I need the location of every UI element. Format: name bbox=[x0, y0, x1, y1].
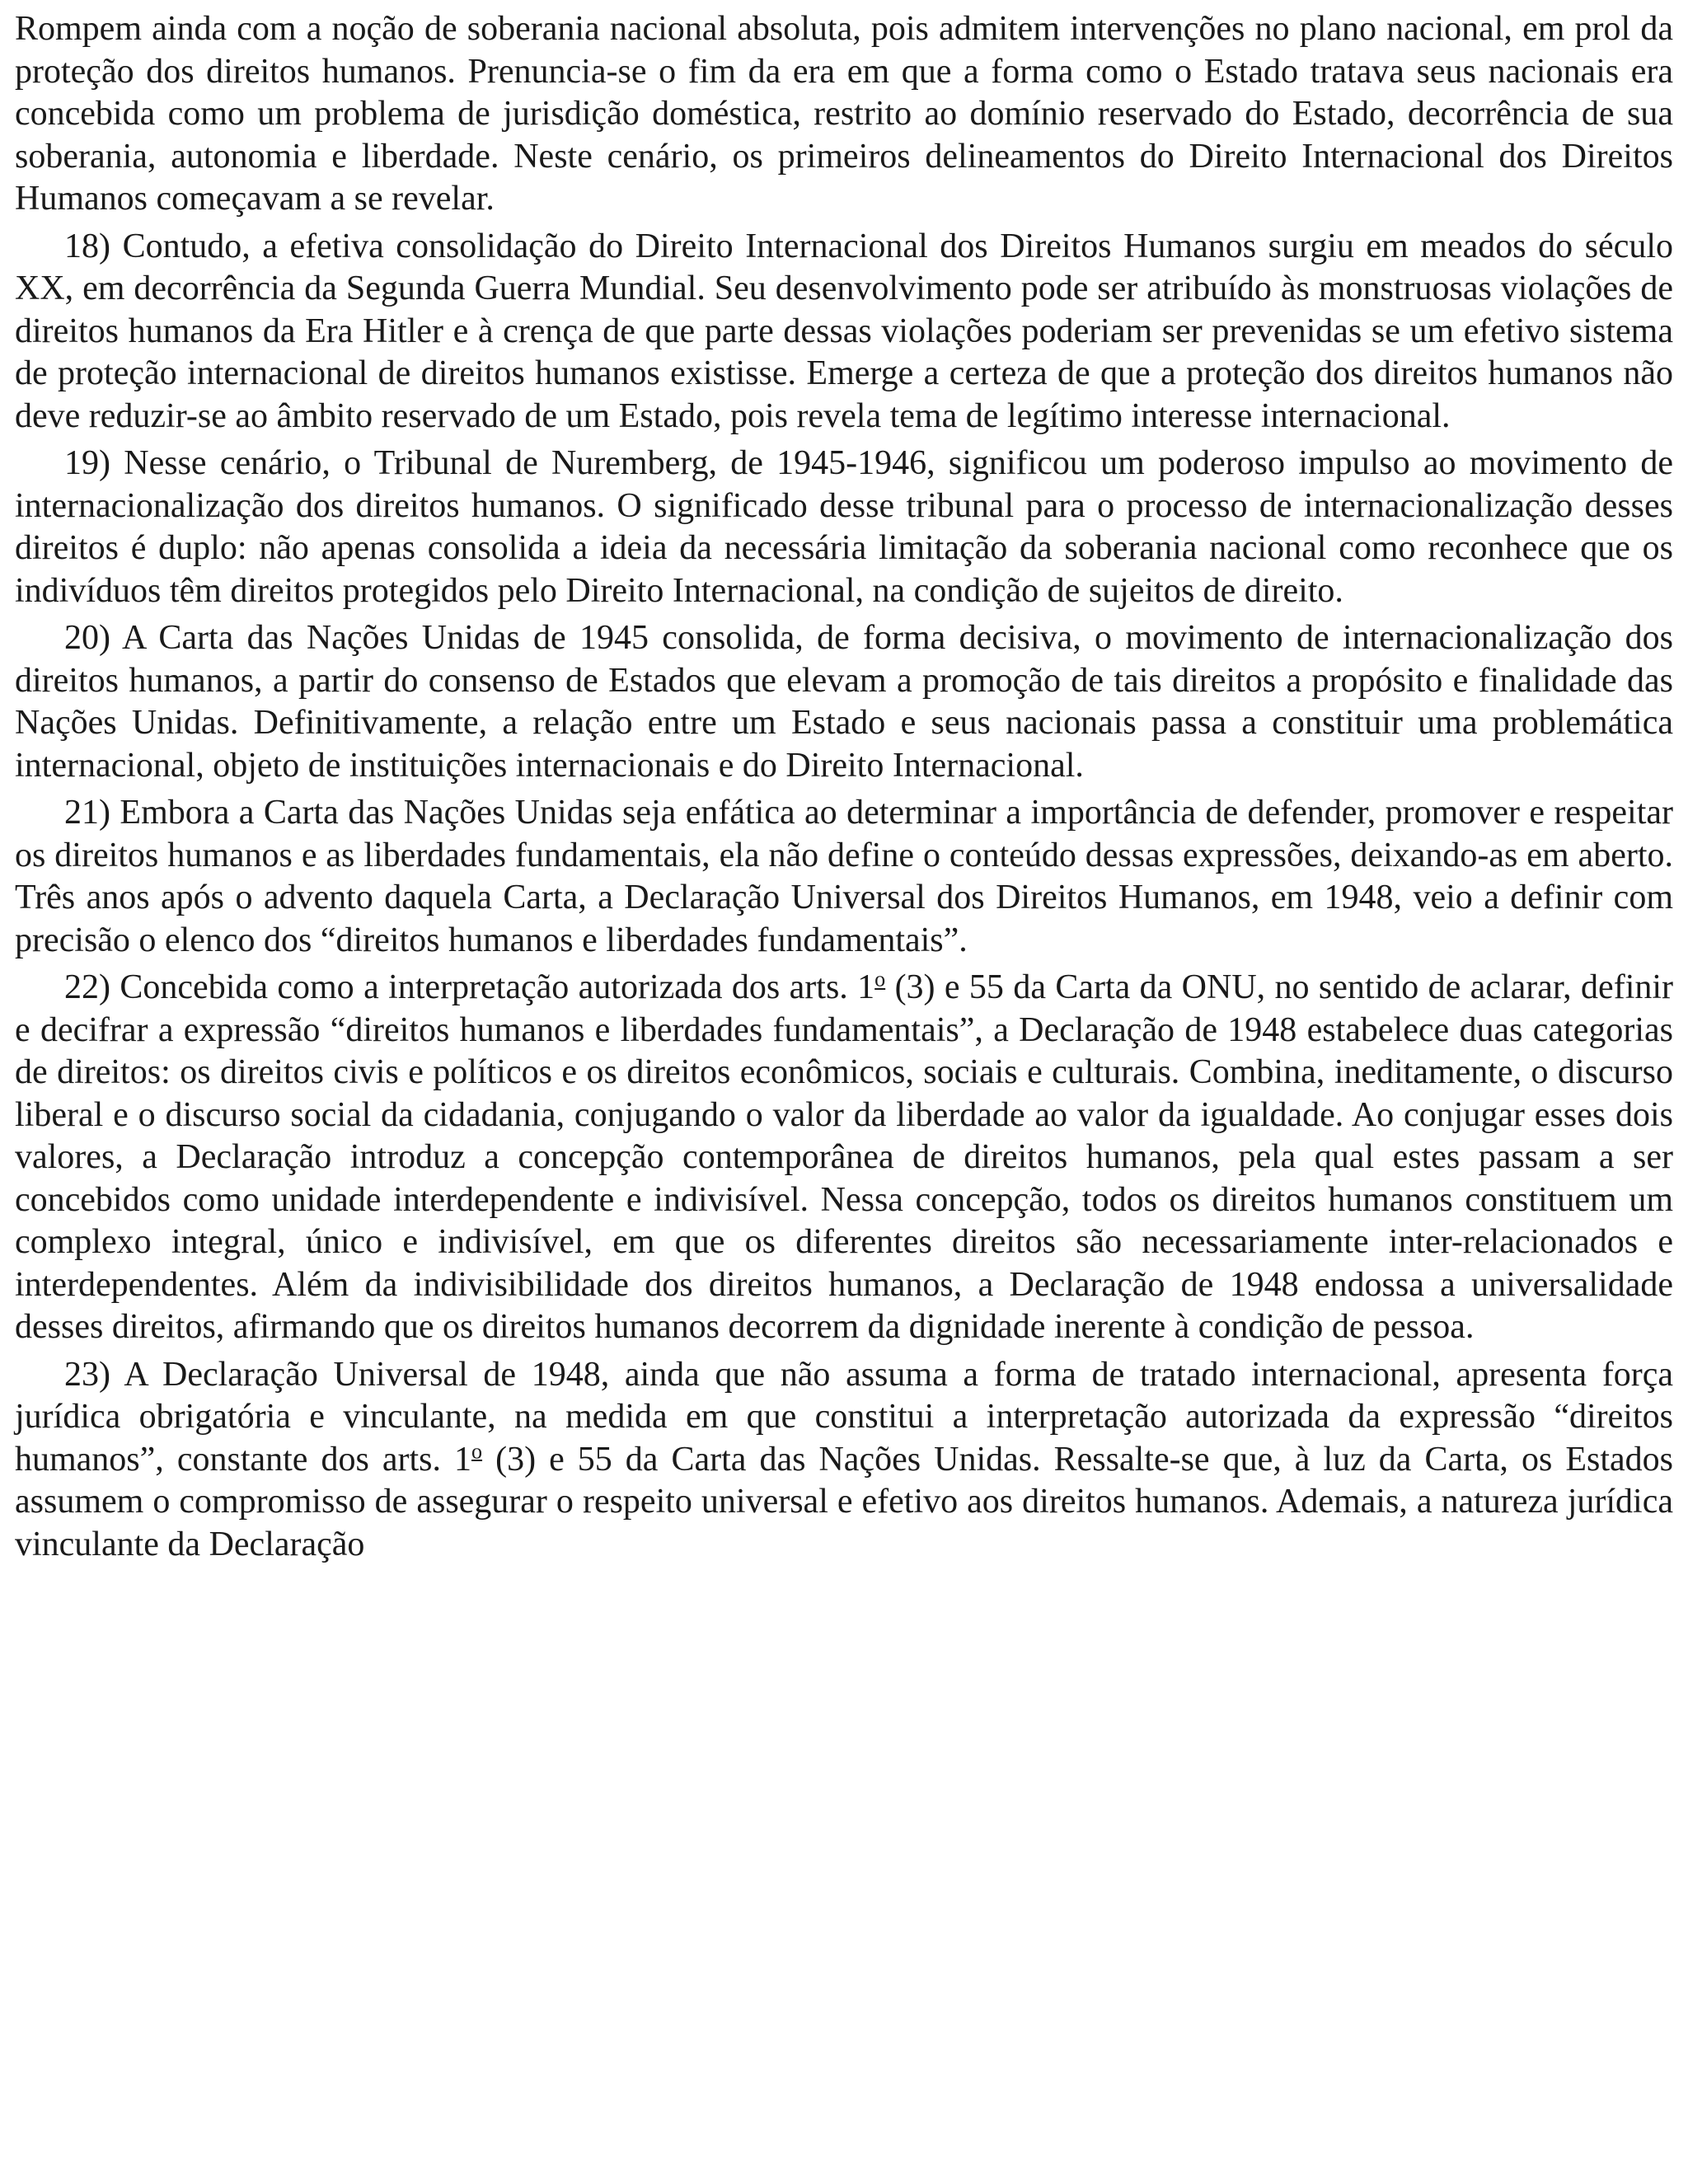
paragraph-continuation bbox=[15, 8, 1673, 221]
paragraph-text: A Declaração Universal de 1948, ainda que não assuma a forma de tratado internacional, apresenta força jurídica obrigatória e vinculante, na medida em que constitui a interpretação autorizada da expressão “direitos humanos”, constante dos arts. 1 bbox=[15, 1355, 1673, 1479]
paragraph-number: 22) bbox=[64, 968, 110, 1006]
paragraph-19 bbox=[15, 443, 1673, 612]
paragraph-text: Nesse cenário, o Tribunal de Nuremberg, de 1945-1946, significou um poderoso impulso ao movimento de internacionalização dos direitos humanos. O significado desse tribunal para o processo de internacionalização desses direitos é duplo: não apenas consolida a ideia da necessária limitação da soberania nacional como reconhece que os indivíduos têm direitos protegidos pelo Direito Internacional, na condição de sujeitos de direito. bbox=[15, 444, 1674, 610]
paragraph-23 bbox=[15, 1354, 1673, 1567]
paragraph-number: 18) bbox=[64, 227, 110, 265]
paragraph-18 bbox=[15, 226, 1673, 438]
paragraph-22 bbox=[15, 967, 1673, 1349]
paragraph-number: 23) bbox=[64, 1355, 110, 1394]
paragraph-21 bbox=[15, 792, 1673, 962]
paragraph-number: 21) bbox=[64, 794, 110, 832]
paragraph-text: Contudo, a efetiva consolidação do Direito Internacional dos Direitos Humanos surgiu em meados do século XX, em decorrência da Segunda Guerra Mundial. Seu desenvolvimento pode ser atribuído às monstruosas violações de direitos humanos da Era Hitler e à crença de que parte dessas violações poderiam ser prevenidas se um efetivo sistema de proteção internacional de direitos humanos existisse. Emerge a certeza de que a proteção dos direitos humanos não deve reduzir-se ao âmbito reservado de um Estado, pois revela tema de legítimo interesse internacional. bbox=[15, 227, 1674, 435]
paragraph-text: Rompem ainda com a noção de soberania nacional absoluta, pois admitem intervenções no plano nacional, em prol da proteção dos direitos humanos. Prenuncia-se o fim da era em que a forma como o Estado tratava seus nacionais era concebida como um problema de jurisdição doméstica, restrito ao domínio reservado do Estado, decorrência de sua soberania, autonomia e liberdade. Neste cenário, os primeiros delineamentos do Direito Internacional dos Direitos Humanos começavam a se revelar. bbox=[15, 10, 1673, 218]
paragraph-text: Concebida como a interpretação autorizada dos arts. 1 bbox=[120, 968, 875, 1006]
paragraph-20 bbox=[15, 617, 1673, 787]
paragraph-text: Embora a Carta das Nações Unidas seja enfática ao determinar a importância de defender, promover e respeitar os direitos humanos e as liberdades fundamentais, ela não define o conteúdo dessas expressões, deixando-as em aberto. Três anos após o advento daquela Carta, a Declaração Universal dos Direitos Humanos, em 1948, veio a definir com precisão o elenco dos “direitos humanos e liberdades fundamentais”. bbox=[15, 794, 1673, 959]
ordinal-superscript: o bbox=[471, 1439, 483, 1464]
paragraph-text: (3) e 55 da Carta das Nações Unidas. Ressalte-se que, à luz da Carta, os Estados assumem o compromisso de assegurar o respeito universal e efetivo aos direitos humanos. Ademais, a natureza jurídica vinculante da Declaração bbox=[15, 1440, 1673, 1563]
paragraph-text: (3) e 55 da Carta da ONU, no sentido de aclarar, definir e decifrar a expressão “direitos humanos e liberdades fundamentais”, a Declaração de 1948 estabelece duas categorias de direitos: os direitos civis e políticos e os direitos econômicos, sociais e culturais. Combina, ineditamente, o discurso liberal e o discurso social da cidadania, conjugando o valor da liberdade ao valor da igualdade. Ao conjugar esses dois valores, a Declaração introduz a concepção contemporânea de direitos humanos, pela qual estes passam a ser concebidos como unidade interdependente e indivisível. Nessa concepção, todos os direitos humanos constituem um complexo integral, único e indivisível, em que os diferentes direitos são necessariamente inter-relacionados e interdependentes. Além da indivisibilidade dos direitos humanos, a Declaração de 1948 endossa a universalidade desses direitos, afirmando que os direitos humanos decorrem da dignidade inerente à condição de pessoa. bbox=[15, 968, 1674, 1346]
document-page bbox=[15, 8, 1673, 1566]
paragraph-number: 20) bbox=[64, 619, 110, 657]
paragraph-number: 19) bbox=[64, 444, 110, 482]
paragraph-text: A Carta das Nações Unidas de 1945 consolida, de forma decisiva, o movimento de internacionalização dos direitos humanos, a partir do consenso de Estados que elevam a promoção de tais direitos a propósito e finalidade das Nações Unidas. Definitivamente, a relação entre um Estado e seus nacionais passa a constituir uma problemática internacional, objeto de instituições internacionais e do Direito Internacional. bbox=[15, 619, 1674, 785]
ordinal-superscript: o bbox=[874, 967, 886, 991]
